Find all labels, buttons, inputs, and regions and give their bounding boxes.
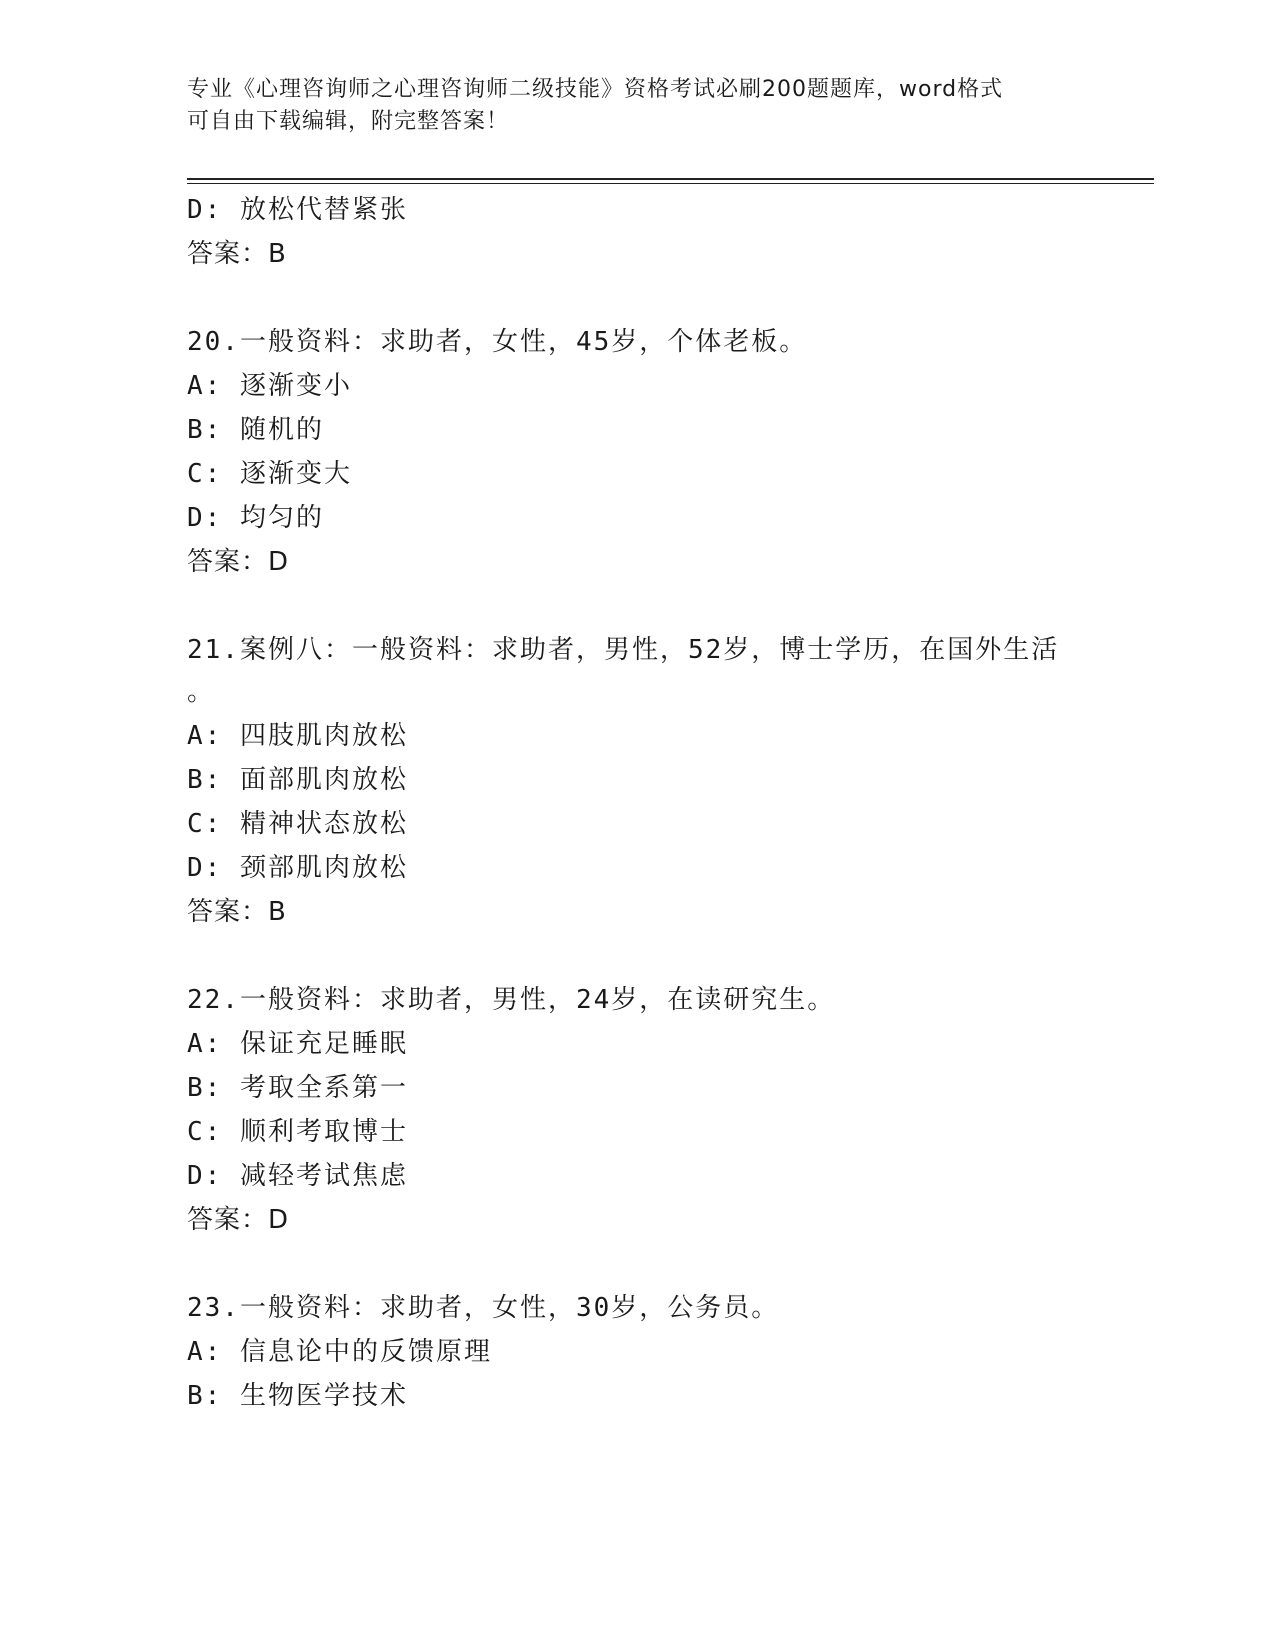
header-divider-thin [187,183,1154,184]
option-a: A: 逐渐变小 [187,371,352,401]
answer-line: 答案：B [187,239,287,269]
question-21: 21.案例八：一般资料：求助者，男性，52岁，博士学历，在国外生活 [187,635,1060,665]
option-d: D: 颈部肌肉放松 [187,853,408,883]
answer-line: 答案：D [187,1205,290,1235]
option-a: A: 四肢肌肉放松 [187,721,408,751]
option-c: C: 逐渐变大 [187,459,352,489]
option-d: D: 均匀的 [187,503,324,533]
document-header [187,74,1087,138]
header-line-2: 可自由下载编辑，附完整答案！ [187,109,510,134]
option-d: D: 减轻考试焦虑 [187,1161,408,1191]
option-b: B: 随机的 [187,415,324,445]
option-c: C: 精神状态放松 [187,809,408,839]
option-a: A: 信息论中的反馈原理 [187,1337,492,1367]
option-b: B: 面部肌肉放松 [187,765,408,795]
option-a: A: 保证充足睡眠 [187,1029,408,1059]
option-c: C: 顺利考取博士 [187,1117,408,1147]
question-21-continuation: 。 [187,677,216,707]
option-b: B: 考取全系第一 [187,1073,408,1103]
answer-line: 答案：B [187,897,287,927]
question-20: 20.一般资料：求助者，女性，45岁，个体老板。 [187,327,808,357]
header-line-1: 专业《心理咨询师之心理咨询师二级技能》资格考试必刷200题题库，word格式 [187,77,1004,102]
option-b: B: 生物医学技术 [187,1381,408,1411]
option-d: D: 放松代替紧张 [187,195,408,225]
question-23: 23.一般资料：求助者，女性，30岁，公务员。 [187,1293,780,1323]
answer-line: 答案：D [187,547,290,577]
question-22: 22.一般资料：求助者，男性，24岁，在读研究生。 [187,985,836,1015]
header-divider-thick [187,178,1154,180]
